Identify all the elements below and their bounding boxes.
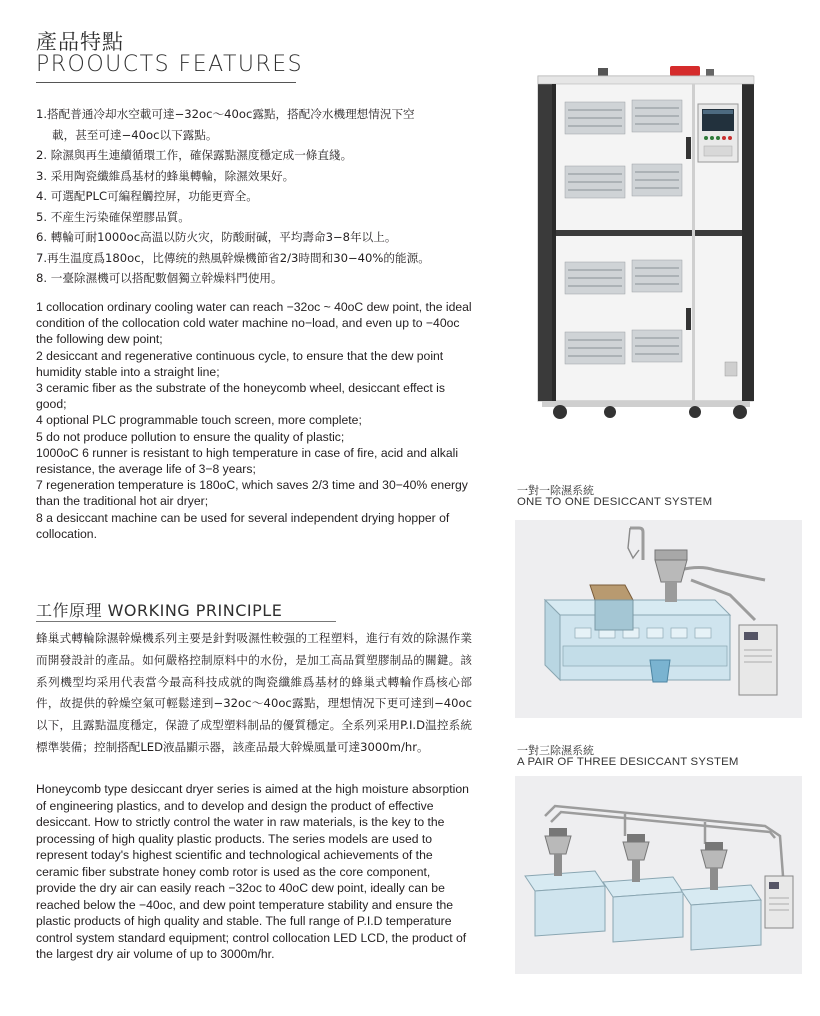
caption-pair-cn: 一對三除濕系統: [517, 744, 594, 757]
title-en: PROOUCTS FEATURES: [36, 52, 304, 77]
feature-en-item: 7 regeneration temperature is 180oC, which saves 2/3 time and 30−40% energy than the traditional hot air dryer;: [36, 478, 468, 509]
one-to-one-system-diagram: [515, 520, 802, 718]
one-to-three-system-diagram: [515, 776, 802, 974]
feature-cn-item: 5. 不産生污染確保塑膠品質。: [36, 209, 190, 224]
caption-pair-en: A PAIR OF THREE DESICCANT SYSTEM: [517, 756, 739, 768]
feature-en-item: 8 a desiccant machine can be used for several independent drying hopper of collocation.: [36, 510, 450, 541]
caption-one-cn: 一對一除濕系統: [517, 484, 594, 497]
feature-en-item: 1000oC 6 runner is resistant to high temperature in case of fire, acid and alkali resistance, the average life of 3−8 years;: [36, 445, 459, 477]
feature-en-item: 3 ceramic fiber as the substrate of the honeycomb wheel, desiccant effect is good;: [36, 381, 445, 412]
feature-cn-item: 2. 除濕與再生連續循環工作，確保露點濕度穩定成一條直綫。: [36, 148, 353, 162]
feature-cn-item: 6. 轉輪可耐1000oc高温以防火灾，防酸耐碱，平均壽命3−8年以上。: [36, 230, 397, 244]
working-principle-title: 工作原理 WORKING PRINCIPLE: [36, 601, 283, 620]
working-principle-en: Honeycomb type desiccant dryer series is aimed at the high moisture absorption of engineering plastics, and to develop and design the product of effective desiccant. How to strictly control the water in raw materials, is the key to the processing of high quality plastic products. The series models are used to represent today's highest scientific and technological achievements of the ceramic fiber substrate honey comb rotor is used as the core component, provide the dry air can easily reach −32oc to 40oC dew point, ideally can be reached below the −40oc, and dew point temperature stability and ensure the plastic products of high quality and stable. The full range of P.I.D temperature control system standard equipment; control collocation LED LCD, the product of the largest dry air volume of up to 3000m/hr.: [36, 782, 469, 961]
working-principle-rule: [36, 621, 336, 622]
feature-cn-item: 4. 可選配PLC可編程觸控屏，功能更齊全。: [36, 189, 258, 203]
feature-cn-item: 3. 采用陶瓷纖維爲基材的蜂巢轉輪，除濕效果好。: [36, 168, 295, 183]
working-principle-cn: 蜂巢式轉輪除濕幹燥機系列主要是針對吸濕性較强的工程塑料，進行有效的除濕作業而開發設計的產品。如何嚴格控制原料中的水份，是加工高品質塑膠制品的關鍵。該系列機型均采用代表當今最高科技成就的陶瓷纖維爲基材的蜂巢式轉輪作爲核心部件，故提供的幹燥空氣可輕鬆達到−32oc～40oc露點，理想情况下更可達到−40oc以下，且露點温度穩定，保證了成型塑料制品的優質穩定。全系列采用P.I.D温控系統標準裝備；控制搭配LED液晶顯示器，該產品最大幹燥風量可達3000m/hr。: [36, 631, 472, 754]
feature-cn-item: 7.再生温度爲180oc，比傳统的熱風幹燥機節省2/3時間和30−40%的能源。: [36, 250, 430, 265]
title-rule: [36, 82, 296, 83]
feature-en-item: 2 desiccant and regenerative continuous cycle, to ensure that the dew point humidity stable into a straight line;: [36, 348, 444, 379]
feature-cn-item: 載，甚至可達−40oc以下露點。: [52, 127, 218, 142]
feature-en-item: 4 optional PLC programmable touch screen, more complete;: [36, 413, 362, 428]
feature-cn-item: 1.搭配普通冷却水空載可達−32oc～40oc露點，搭配冷水機理想情況下空: [36, 107, 415, 121]
feature-en-item: 1 collocation ordinary cooling water can reach −32oc ~ 40oC dew point, the ideal condition of the collocation cold water machine no−load, and even up to −40oc the following dew point;: [36, 300, 472, 347]
feature-en-item: 5 do not produce pollution to ensure the quality of plastic;: [36, 429, 345, 444]
title-cn: 產品特點: [36, 30, 124, 54]
feature-cn-item: 8. 一臺除濕機可以搭配數個獨立幹燥料門使用。: [36, 271, 283, 285]
dryer-machine-image: [520, 62, 770, 422]
caption-one-en: ONE TO ONE DESICCANT SYSTEM: [517, 496, 713, 508]
features-cn-list: [36, 104, 476, 289]
features-en-list: [36, 299, 474, 542]
